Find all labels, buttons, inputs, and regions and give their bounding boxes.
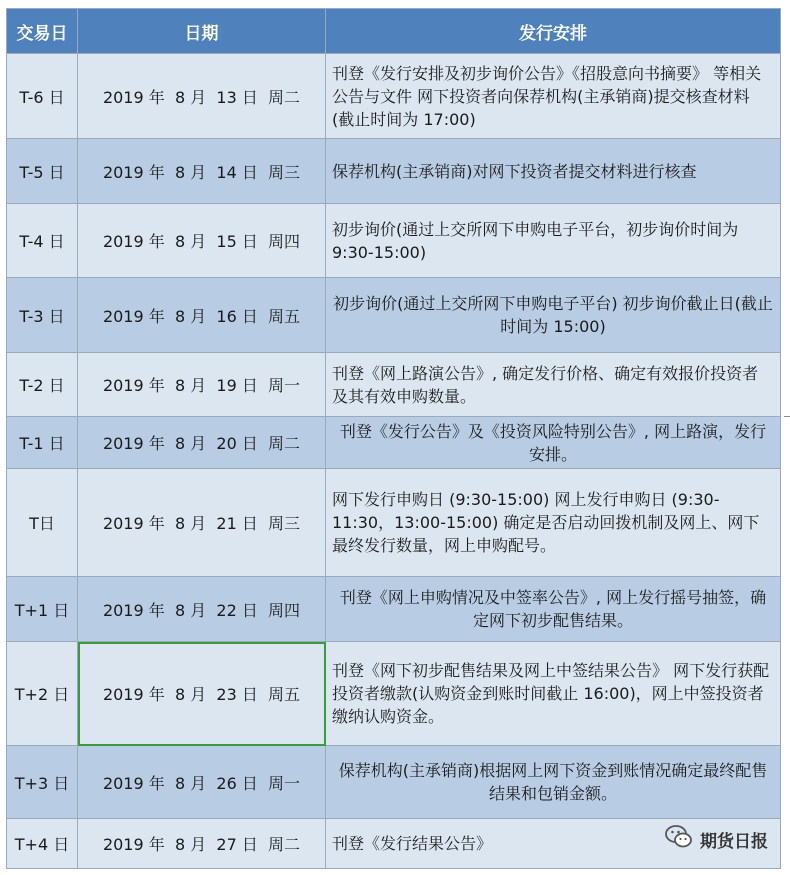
cell-arrangement[interactable]: 刊登《发行公告》及《投资风险特别公告》, 网上路演，发行安排。 (326, 417, 781, 469)
cell-trading-day[interactable]: T-5 日 (7, 139, 78, 204)
table-row (7, 353, 781, 417)
cell-arrangement[interactable]: 刊登《网下初步配售结果及网上中签结果公告》 网下发行获配投资者缴款(认购资金到账时间截止 16:00)，网上中签投资者缴纳认购资金。 (326, 642, 781, 746)
cell-date[interactable]: 2019 年 8 月 19 日 周一 (78, 353, 326, 417)
wechat-icon (664, 824, 694, 855)
table-row (7, 746, 781, 819)
header-row (7, 9, 781, 54)
cell-arrangement[interactable]: 初步询价(通过上交所网下申购电子平台，初步询价时间为 9:30-15:00) (326, 204, 781, 278)
cell-date-selected[interactable]: 2019 年 8 月 23 日 周五 (78, 642, 326, 746)
cell-trading-day[interactable]: T+2 日 (7, 642, 78, 746)
cell-date[interactable]: 2019 年 8 月 27 日 周二 (78, 819, 326, 869)
header-trading-day: 交易日 (7, 9, 78, 54)
cell-date[interactable]: 2019 年 8 月 16 日 周五 (78, 278, 326, 353)
cell-arrangement[interactable]: 刊登《网上申购情况及中签率公告》, 网上发行摇号抽签，确定网下初步配售结果。 (326, 577, 781, 642)
watermark (664, 824, 768, 855)
cell-date[interactable]: 2019 年 8 月 13 日 周二 (78, 54, 326, 139)
cell-trading-day[interactable]: T-1 日 (7, 417, 78, 469)
table-row (7, 204, 781, 278)
edge-marker (784, 416, 790, 417)
cell-date[interactable]: 2019 年 8 月 21 日 周三 (78, 469, 326, 577)
cell-date[interactable]: 2019 年 8 月 20 日 周二 (78, 417, 326, 469)
cell-arrangement[interactable]: 刊登《网上路演公告》, 确定发行价格、确定有效报价投资者及其有效申购数量。 (326, 353, 781, 417)
table-row (7, 139, 781, 204)
table-row (7, 417, 781, 469)
issuance-schedule-table (6, 8, 781, 869)
table-row (7, 469, 781, 577)
table-row (7, 642, 781, 746)
cell-trading-day[interactable]: T+3 日 (7, 746, 78, 819)
cell-arrangement[interactable]: 刊登《发行结果公告》 (326, 819, 781, 869)
header-date: 日期 (78, 9, 326, 54)
table-row (7, 577, 781, 642)
cell-trading-day[interactable]: T-2 日 (7, 353, 78, 417)
cell-trading-day[interactable]: T-4 日 (7, 204, 78, 278)
table-row (7, 54, 781, 139)
cell-trading-day[interactable]: T日 (7, 469, 78, 577)
cell-arrangement[interactable]: 初步询价(通过上交所网下申购电子平台) 初步询价截止日(截止时间为 15:00) (326, 278, 781, 353)
cell-date[interactable]: 2019 年 8 月 14 日 周三 (78, 139, 326, 204)
cell-trading-day[interactable]: T+1 日 (7, 577, 78, 642)
cell-date[interactable]: 2019 年 8 月 15 日 周四 (78, 204, 326, 278)
cell-arrangement[interactable]: 网下发行申购日 (9:30-15:00) 网上发行申购日 (9:30-11:30，13:00-15:00) 确定是否启动回拨机制及网上、网下最终发行数量，网上申购配号。 (326, 469, 781, 577)
cell-date[interactable]: 2019 年 8 月 26 日 周一 (78, 746, 326, 819)
header-arrangement: 发行安排 (326, 9, 781, 54)
cell-trading-day[interactable]: T-3 日 (7, 278, 78, 353)
cell-arrangement[interactable]: 保荐机构(主承销商)根据网上网下资金到账情况确定最终配售结果和包销金额。 (326, 746, 781, 819)
watermark-text: 期货日报 (700, 832, 768, 852)
cell-trading-day[interactable]: T-6 日 (7, 54, 78, 139)
cell-arrangement[interactable]: 刊登《发行安排及初步询价公告》《招股意向书摘要》 等相关公告与文件 网下投资者向保荐机构(主承销商)提交核查材料 (截止时间为 17:00) (326, 54, 781, 139)
cell-arrangement[interactable]: 保荐机构(主承销商)对网下投资者提交材料进行核查 (326, 139, 781, 204)
cell-trading-day[interactable]: T+4 日 (7, 819, 78, 869)
table-row (7, 278, 781, 353)
cell-date[interactable]: 2019 年 8 月 22 日 周四 (78, 577, 326, 642)
